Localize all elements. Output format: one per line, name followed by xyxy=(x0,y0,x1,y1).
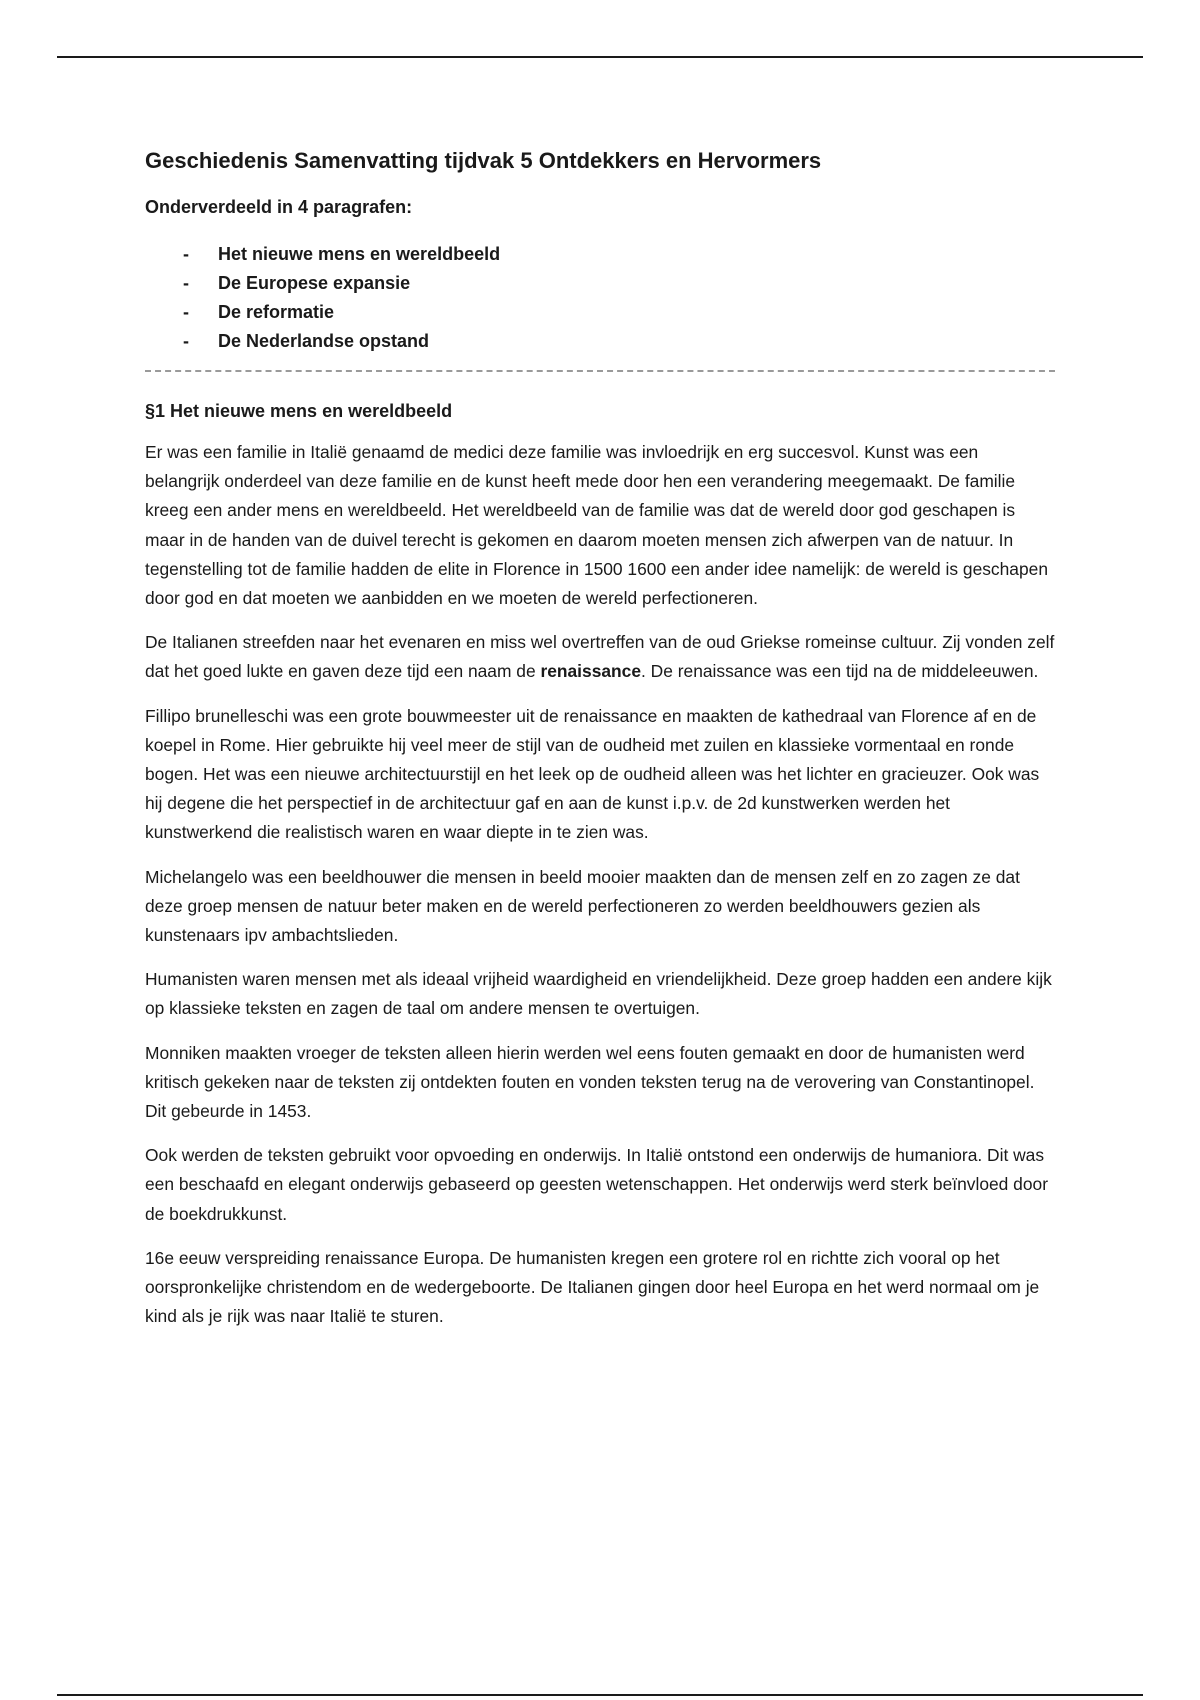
dash-bullet: - xyxy=(183,244,189,264)
body-paragraph: Monniken maakten vroeger de teksten alleen hierin werden wel eens fouten gemaakt en door de humanisten werd kritisch gekeken naar de teksten zij ontdekten fouten en vonden teksten terug na de verovering van Constantinopel. Dit gebeurde in 1453. xyxy=(145,1042,1035,1122)
outline-item-label: Het nieuwe mens en wereldbeeld xyxy=(218,244,501,264)
body-paragraph: Michelangelo was een beeldhouwer die mensen in beeld mooier maakten dan de mensen zelf en zo zagen ze dat deze groep mensen de natuur beter maken en de wereld perfectioneren zo werden beeldhouwers gezien als kunstenaars ipv ambachtslieden. xyxy=(145,866,1020,946)
outline-item xyxy=(183,298,1055,327)
dash-bullet: - xyxy=(183,273,189,293)
paragraph-text: De Italianen streefden naar het evenaren en miss wel overtreffen van de oud Griekse romeinse cultuur. Zij vonden zelf dat het goed lukte en gaven deze tijd een naam de xyxy=(145,632,1055,682)
body-paragraph: Humanisten waren mensen met als ideaal vrijheid waardigheid en vriendelijkheid. Deze groep hadden een andere kijk op klassieke teksten en zagen de taal om andere mensen te overtuigen. xyxy=(145,969,1052,1019)
body-paragraph xyxy=(145,628,1055,686)
body-paragraph: 16e eeuw verspreiding renaissance Europa. De humanisten kregen een grotere rol en richtte zich vooral op het oorspronkelijke christendom en de wedergeboorte. De Italianen gingen door heel Europa en het werd normaal om je kind als je rijk was naar Italië te sturen. xyxy=(145,1247,1040,1327)
bold-term: renaissance xyxy=(540,661,642,682)
outline-item xyxy=(183,327,1055,356)
outline-item-label: De Europese expansie xyxy=(218,273,411,293)
dash-bullet: - xyxy=(183,331,189,351)
page-top-rule xyxy=(57,56,1143,58)
body-paragraph: Er was een familie in Italië genaamd de medici deze familie was invloedrijk en erg succesvol. Kunst was een belangrijk onderdeel van deze familie en de kunst heeft mede door hen een verandering meegemaakt. De familie kreeg een ander mens en wereldbeeld. Het wereldbeeld van de familie was dat de wereld door god geschapen is maar in de handen van de duivel terecht is gekomen en daarom moeten mensen zich afwerpen van de natuur. In tegenstelling tot de familie hadden de elite in Florence in 1500 1600 een ander idee namelijk: de wereld is geschapen door god en dat moeten we aanbidden en we moeten de wereld perfectioneren. xyxy=(145,442,1048,609)
paragraph-outline-list xyxy=(145,240,1055,356)
dashed-separator xyxy=(145,370,1055,372)
outline-intro: Onderverdeeld in 4 paragrafen: xyxy=(145,197,413,217)
dash-bullet: - xyxy=(183,302,189,322)
body-paragraph: Fillipo brunelleschi was een grote bouwmeester uit de renaissance en maakten de kathedraal van Florence af en de koepel in Rome. Hier gebruikte hij veel meer de stijl van de oudheid met zuilen en klassieke vormentaal en ronde bogen. Het was een nieuwe architectuurstijl en het leek op de oudheid alleen was het lichter en gracieuzer. Ook was hij degene die het perspectief in de architectuur gaf en aan de kunst i.p.v. de 2d kunstwerken werden het kunstwerkend die realistisch waren en waar diepte in te zien was. xyxy=(145,705,1040,843)
paragraph-text: . De renaissance was een tijd na de middeleeuwen. xyxy=(641,661,1039,682)
section-heading: §1 Het nieuwe mens en wereldbeeld xyxy=(145,401,453,421)
document-body xyxy=(145,146,1055,1346)
outline-item xyxy=(183,240,1055,269)
outline-item-label: De reformatie xyxy=(218,302,335,322)
outline-item-label: De Nederlandse opstand xyxy=(218,331,430,351)
outline-item xyxy=(183,269,1055,298)
body-paragraph: Ook werden de teksten gebruikt voor opvoeding en onderwijs. In Italië ontstond een onderwijs de humaniora. Dit was een beschaafd en elegant onderwijs gebaseerd op geesten wetenschappen. Het onderwijs werd sterk beïnvloed door de boekdrukkunst. xyxy=(145,1145,1048,1224)
page-bottom-rule xyxy=(57,1694,1143,1696)
document-title: Geschiedenis Samenvatting tijdvak 5 Ontdekkers en Hervormers xyxy=(145,148,822,173)
